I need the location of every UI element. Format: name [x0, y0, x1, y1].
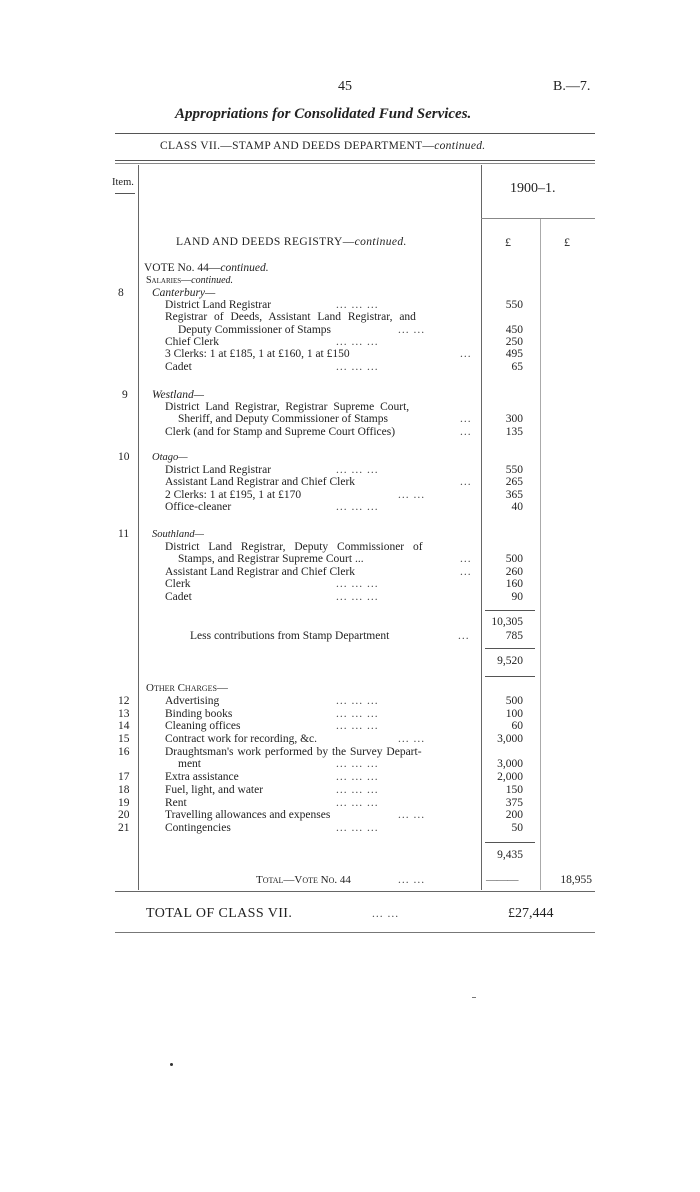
line-text: Stamps, and Registrar Supreme Court ...	[178, 553, 364, 565]
item-column-divider	[138, 165, 139, 890]
leader-dots: ... ... ...	[336, 464, 379, 476]
print-mark	[472, 997, 476, 998]
line-text: 3 Clerks: 1 at £185, 1 at £160, 1 at £150	[165, 348, 350, 360]
amount-subdivider	[540, 218, 541, 890]
rule	[115, 133, 595, 134]
line-text: Sheriff, and Deputy Commissioner of Stamps	[178, 413, 388, 425]
leader-dots: ...	[460, 348, 472, 360]
leader-dots: ... ...	[372, 908, 400, 920]
net-salaries-total: 9,520	[497, 655, 523, 667]
leader-dots: ...	[460, 553, 472, 565]
leader-dots: ... ... ...	[336, 758, 379, 770]
line-text: District Land Registrar, Deputy Commissioner of	[165, 541, 423, 553]
amount: 160	[505, 578, 523, 590]
less-contributions-amount: 785	[505, 630, 523, 642]
amount: 150	[505, 784, 523, 796]
salaries-heading: Salaries—continued.	[146, 275, 234, 286]
leader-dots: ... ... ...	[336, 501, 379, 513]
other-charges-heading: Other Charges—	[146, 682, 228, 694]
amount: 60	[511, 720, 523, 732]
print-mark	[170, 1063, 173, 1066]
line-text: District Land Registrar	[165, 464, 272, 476]
gross-total: 10,305	[491, 616, 523, 628]
leader-dots: ... ... ...	[336, 336, 379, 348]
item-number: 21	[118, 822, 130, 834]
amount: 50	[511, 822, 523, 834]
line-text: ment	[178, 758, 201, 770]
line-text: Clerk (and for Stamp and Supreme Court Offices)	[165, 426, 396, 438]
amount: 200	[505, 809, 523, 821]
rule	[481, 218, 595, 219]
rule	[115, 160, 595, 161]
leader-dots: ... ... ...	[336, 771, 379, 783]
rule	[115, 932, 595, 933]
line-text: Assistant Land Registrar and Chief Clerk	[165, 476, 356, 488]
line-text: Clerk	[165, 578, 191, 590]
rule	[115, 891, 595, 892]
less-contributions-label: Less contributions from Stamp Department	[190, 630, 390, 642]
page-number: 45	[338, 79, 352, 94]
leader-dots: ...	[460, 476, 472, 488]
amount: 2,000	[497, 771, 523, 783]
item-number: 12	[118, 695, 130, 707]
vote-total-amount: 18,955	[560, 874, 592, 886]
section-title: LAND AND DEEDS REGISTRY—continued.	[176, 236, 407, 248]
amount: 265	[505, 476, 523, 488]
item-number: 18	[118, 784, 130, 796]
page-title: Appropriations for Consolidated Fund Services.	[175, 106, 472, 122]
class-heading: CLASS VII.—STAMP AND DEEDS DEPARTMENT—continued.	[160, 140, 486, 152]
line-text: Advertising	[165, 695, 220, 707]
district-heading: Canterbury—	[152, 287, 216, 299]
line-text: Assistant Land Registrar and Chief Clerk	[165, 566, 356, 578]
line-text: Travelling allowances and expenses	[165, 809, 331, 821]
amount: 550	[505, 464, 523, 476]
amount: 550	[505, 299, 523, 311]
leader-dots: ... ...	[398, 874, 426, 886]
amount: 3,000	[497, 733, 523, 745]
leader-dots: ... ... ...	[336, 797, 379, 809]
leader-dots: ... ... ...	[336, 708, 379, 720]
rule	[115, 163, 595, 164]
item-column-label: Item.	[112, 177, 134, 188]
class-total-amount: £27,444	[508, 906, 554, 921]
leader-dots: ... ... ...	[336, 361, 379, 373]
rule	[115, 193, 135, 194]
leader-dots: ... ...	[398, 733, 426, 745]
item-number: 17	[118, 771, 130, 783]
line-text: Contingencies	[165, 822, 231, 834]
leader-dots: ... ... ...	[336, 784, 379, 796]
leader-dots: ... ... ...	[336, 720, 379, 732]
amount: 365	[505, 489, 523, 501]
item-number: 19	[118, 797, 130, 809]
amount: 260	[505, 566, 523, 578]
district-heading: Southland—	[152, 529, 204, 540]
leader-dots: ... ... ...	[336, 299, 379, 311]
amount: 250	[505, 336, 523, 348]
line-text: Chief Clerk	[165, 336, 219, 348]
amount: 65	[511, 361, 523, 373]
subtotal-rule	[485, 842, 535, 843]
item-number: 14	[118, 720, 130, 732]
amount: 40	[511, 501, 523, 513]
currency-symbol: £	[505, 235, 511, 249]
subtotal-rule	[485, 648, 535, 649]
line-text: Extra assistance	[165, 771, 239, 783]
item-number: 15	[118, 733, 130, 745]
item-number: 20	[118, 809, 130, 821]
document-reference: B.—7.	[553, 79, 591, 94]
amount: 450	[505, 324, 523, 336]
leader-dots: ... ... ...	[336, 578, 379, 590]
amount: 90	[511, 591, 523, 603]
leader-dots: ...	[460, 566, 472, 578]
leader-dots: ... ...	[398, 809, 426, 821]
leader-dots: ... ...	[398, 324, 426, 336]
district-heading: Otago—	[152, 452, 188, 463]
amount: 375	[505, 797, 523, 809]
leader-dots: ... ... ...	[336, 695, 379, 707]
leader-dots: ...	[460, 426, 472, 438]
line-text: Rent	[165, 797, 187, 809]
year-heading: 1900–1.	[510, 181, 556, 196]
amount: 135	[505, 426, 523, 438]
leader-dots: ... ... ...	[336, 591, 379, 603]
line-text: Fuel, light, and water	[165, 784, 264, 796]
line-text: Cadet	[165, 361, 192, 373]
amount: 500	[505, 695, 523, 707]
currency-symbol: £	[564, 235, 570, 249]
amount: 300	[505, 413, 523, 425]
vote-total-label: Total—Vote No. 44	[256, 874, 351, 886]
line-text: Office-cleaner	[165, 501, 232, 513]
leader-dots: ... ... ...	[336, 822, 379, 834]
line-text: Draughtsman's work performed by the Survey Depart-	[165, 746, 422, 758]
amount: 3,000	[497, 758, 523, 770]
leader-dots: ... ...	[398, 489, 426, 501]
class-total-label: TOTAL OF CLASS VII.	[146, 906, 293, 921]
amount: 500	[505, 553, 523, 565]
item-number: 10	[118, 451, 130, 463]
subtotal-rule	[485, 610, 535, 611]
amount: 495	[505, 348, 523, 360]
line-text: 2 Clerks: 1 at £195, 1 at £170	[165, 489, 302, 501]
line-text: Binding books	[165, 708, 233, 720]
item-number: 16	[118, 746, 130, 758]
district-heading: Westland—	[152, 389, 204, 401]
line-text: District Land Registrar, Registrar Supreme Court,	[165, 401, 410, 413]
leader-dots: ...	[458, 630, 470, 642]
other-charges-total: 9,435	[497, 849, 523, 861]
leader-dots: ...	[460, 413, 472, 425]
item-number: 13	[118, 708, 130, 720]
vote-heading: VOTE No. 44—continued.	[144, 262, 269, 274]
line-text: Registrar of Deeds, Assistant Land Registrar, and	[165, 311, 416, 323]
line-text: District Land Registrar	[165, 299, 272, 311]
line-text: Deputy Commissioner of Stamps	[178, 324, 332, 336]
line-text: Cadet	[165, 591, 192, 603]
line-text: Contract work for recording, &c.	[165, 733, 318, 745]
amount: 100	[505, 708, 523, 720]
item-number: 9	[122, 389, 128, 401]
line-text: Cleaning offices	[165, 720, 241, 732]
subtotal-rule	[485, 676, 535, 677]
item-number: 11	[118, 528, 130, 540]
item-number: 8	[118, 287, 124, 299]
vote-total-dash: ———	[486, 874, 518, 886]
